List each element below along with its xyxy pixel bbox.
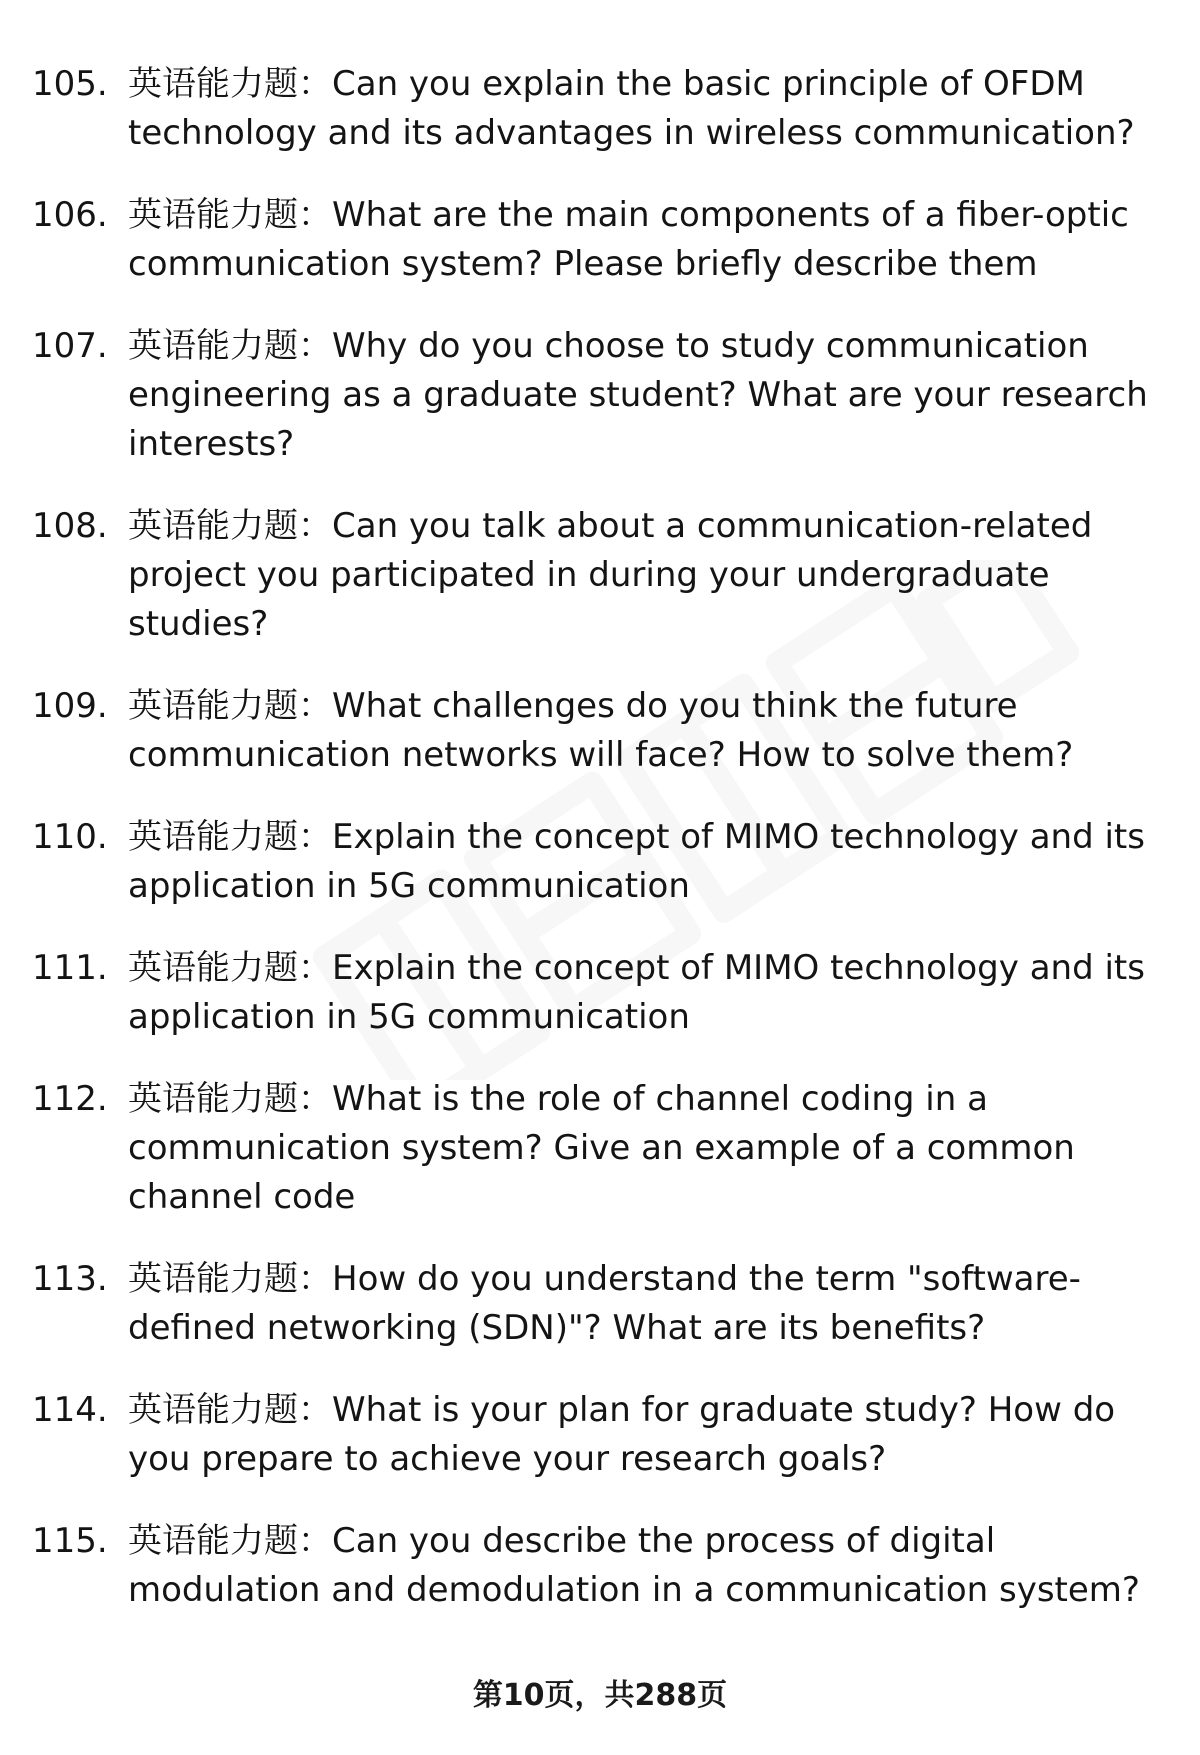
question-number: 108.	[32, 506, 108, 546]
question-body	[128, 1075, 1182, 1222]
question-body	[128, 944, 1182, 1042]
question-number: 112.	[32, 1079, 108, 1119]
question-number: 114.	[32, 1390, 108, 1430]
question-text: Can you describe the process of digital modulation and demodulation in a communication system?	[128, 1521, 1140, 1610]
question-number: 109.	[32, 686, 108, 726]
question-category: 英语能力题：	[128, 64, 332, 104]
question-item	[32, 1386, 1182, 1484]
question-item	[32, 1075, 1182, 1222]
question-text: Can you talk about a communication-related project you participated in during your undergraduate studies?	[128, 506, 1093, 644]
question-item	[32, 191, 1182, 289]
question-number: 115.	[32, 1521, 108, 1561]
question-category: 英语能力题：	[128, 1390, 332, 1430]
question-body	[128, 191, 1182, 289]
question-item	[32, 944, 1182, 1042]
question-body	[128, 1386, 1182, 1484]
question-body	[128, 1517, 1182, 1615]
question-item	[32, 60, 1182, 158]
question-text: Why do you choose to study communication engineering as a graduate student? What are your research interests?	[128, 326, 1148, 464]
page-number-footer: 第10页，共288页	[472, 1678, 728, 1713]
question-item	[32, 682, 1182, 780]
question-text: Can you explain the basic principle of OFDM technology and its advantages in wireless communication?	[128, 64, 1135, 153]
question-number: 107.	[32, 326, 108, 366]
question-category: 英语能力题：	[128, 195, 332, 235]
question-category: 英语能力题：	[128, 1259, 332, 1299]
question-category: 英语能力题：	[128, 948, 332, 988]
question-number: 110.	[32, 817, 108, 857]
question-category: 英语能力题：	[128, 1079, 332, 1119]
question-text: Explain the concept of MIMO technology and its application in 5G communication	[128, 817, 1145, 906]
question-text: What challenges do you think the future communication networks will face? How to solve them?	[128, 686, 1074, 775]
question-category: 英语能力题：	[128, 506, 332, 546]
question-body	[128, 1255, 1182, 1353]
question-category: 英语能力题：	[128, 326, 332, 366]
question-category: 英语能力题：	[128, 817, 332, 857]
question-item	[32, 502, 1182, 649]
question-number: 113.	[32, 1259, 108, 1299]
question-body	[128, 682, 1182, 780]
question-body	[128, 322, 1182, 469]
question-item	[32, 1517, 1182, 1615]
question-item	[32, 322, 1182, 469]
question-number: 106.	[32, 195, 108, 235]
question-category: 英语能力题：	[128, 686, 332, 726]
question-text: How do you understand the term "software-defined networking (SDN)"? What are its benefits?	[128, 1259, 1081, 1348]
question-text: What is the role of channel coding in a communication system? Give an example of a common channel code	[128, 1079, 1075, 1217]
question-text: What are the main components of a fiber-optic communication system? Please briefly describe them	[128, 195, 1129, 284]
question-body	[128, 502, 1182, 649]
question-item	[32, 813, 1182, 911]
question-text: What is your plan for graduate study? How do you prepare to achieve your research goals?	[128, 1390, 1116, 1479]
question-category: 英语能力题：	[128, 1521, 332, 1561]
question-text: Explain the concept of MIMO technology and its application in 5G communication	[128, 948, 1145, 1037]
question-number: 111.	[32, 948, 108, 988]
question-list	[32, 60, 1182, 1648]
question-number: 105.	[32, 64, 108, 104]
question-item	[32, 1255, 1182, 1353]
question-body	[128, 813, 1182, 911]
question-body	[128, 60, 1182, 158]
